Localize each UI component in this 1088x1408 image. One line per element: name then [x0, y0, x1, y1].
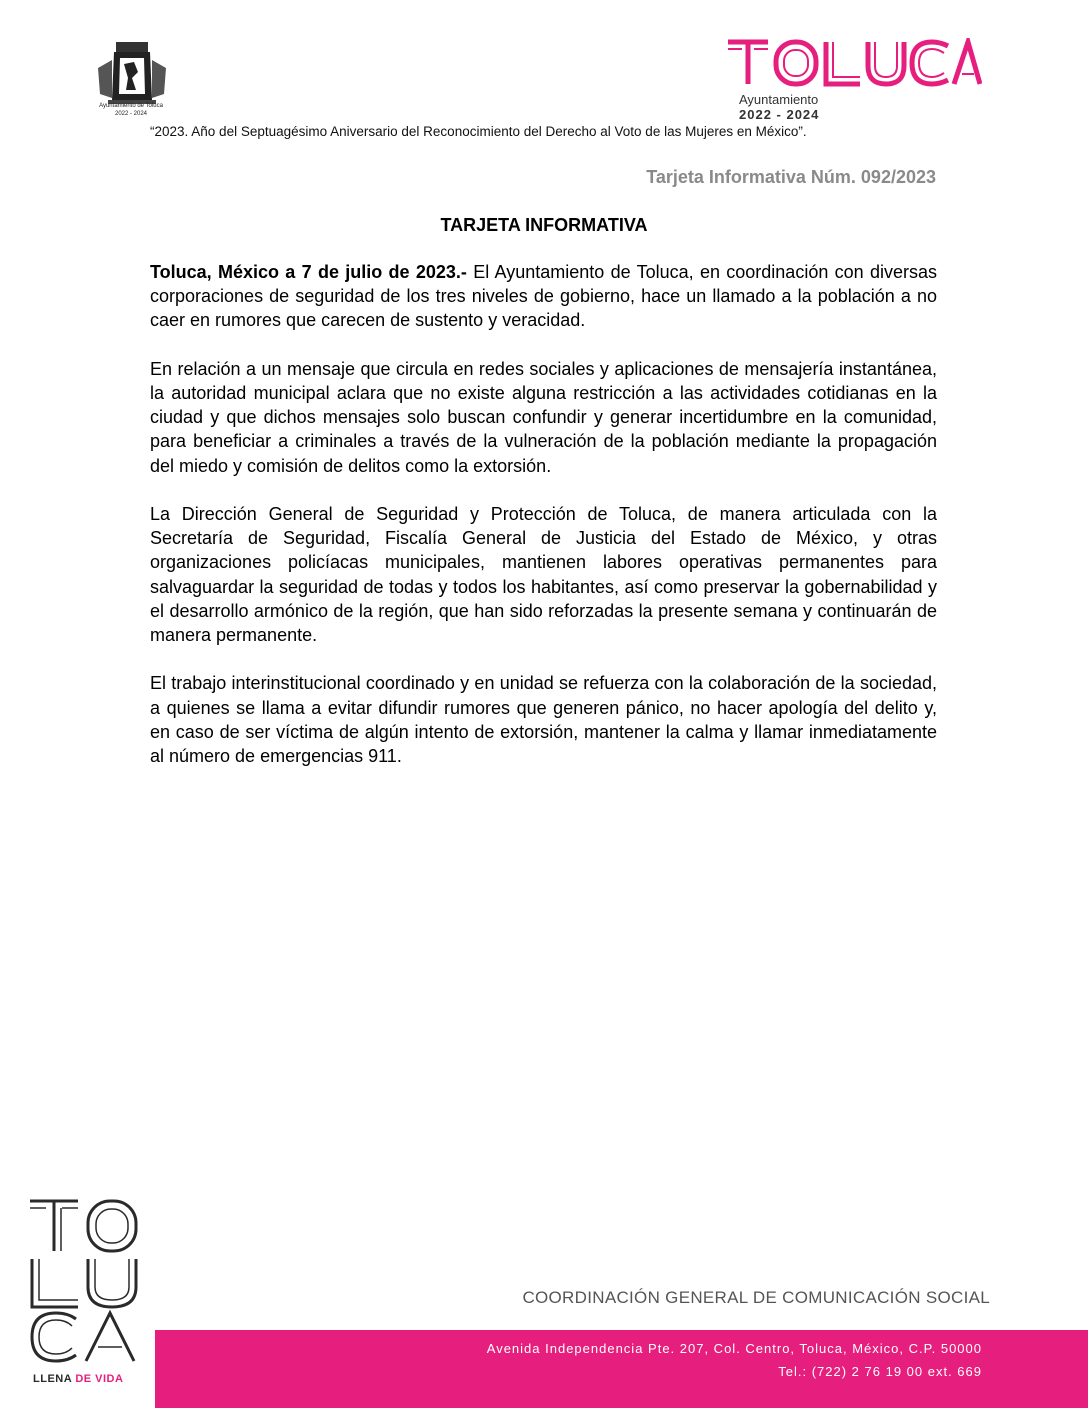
logo-subtitle: Ayuntamiento: [739, 92, 819, 107]
logo-years: 2022 - 2024: [739, 107, 820, 122]
toluca-stacked-logo: [26, 1195, 140, 1365]
paragraph-4: El trabajo interinstitucional coordinado y en unidad se refuerza con la colaboración de la sociedad, a quienes se llama a evitar difundir rumores que generen pánico, no hacer apología del delito y, en caso de ser víctima de algún intento de extorsión, mantener la calma y llamar inmediatamente al número de emergencias 911.: [150, 673, 937, 767]
footer-phone: Tel.: (722) 2 76 19 00 ext. 669: [778, 1364, 982, 1379]
seal-caption-years: 2022 - 2024: [114, 111, 148, 117]
coordination-name: COORDINACIÓN GENERAL DE COMUNICACIÓN SOCIAL: [522, 1288, 990, 1307]
paragraph-1: [150, 260, 937, 333]
toluca-logo: [726, 38, 982, 88]
paragraph-2: En relación a un mensaje que circula en redes sociales y aplicaciones de mensajería instantánea, la autoridad municipal aclara que no existe alguna restricción a las actividades cotidianas en la ciudad y que dichos mensajes solo buscan confundir y generar incertidumbre en la comunidad, para beneficiar a criminales a través de la vulneración de la población mediante la propagación del miedo y comisión de delitos como la extorsión.: [150, 358, 937, 476]
dateline: Toluca, México a 7 de julio de 2023.-: [150, 262, 467, 282]
paragraph-1-text: El Ayuntamiento de Toluca, en coordinación con diversas corporaciones de seguridad de los tres niveles de gobierno, hace un llamado a la población a no caer en rumores que carecen de sustento y veracidad.: [150, 262, 937, 331]
card-number: Tarjeta Informativa Núm. 092/2023: [646, 167, 936, 187]
tagline-part2: DE VIDA: [75, 1373, 124, 1385]
seal-caption: Ayuntamiento de Toluca: [99, 103, 163, 109]
document-body: [150, 260, 937, 792]
footer-address: Avenida Independencia Pte. 207, Col. Centro, Toluca, México, C.P. 50000: [486, 1341, 982, 1356]
official-motto: “2023. Año del Septuagésimo Aniversario del Reconocimiento del Derecho al Voto de las Mujeres en México”.: [150, 124, 807, 139]
tagline-part1: LLENA: [33, 1373, 76, 1385]
paragraph-3: La Dirección General de Seguridad y Protección de Toluca, de manera articulada con la Secretaría de Seguridad, Fiscalía General de Justicia del Estado de México, y otras organizaciones policíacas municipales, mantienen labores operativas permanentes para salvaguardar la seguridad de todas y todos los habitantes, así como preservar la gobernabilidad y el desarrollo armónico de la región, que han sido reforzadas la presente semana y continuarán de manera permanente.: [150, 504, 937, 646]
tagline: [33, 1373, 123, 1385]
document-title: TARJETA INFORMATIVA: [440, 215, 648, 235]
